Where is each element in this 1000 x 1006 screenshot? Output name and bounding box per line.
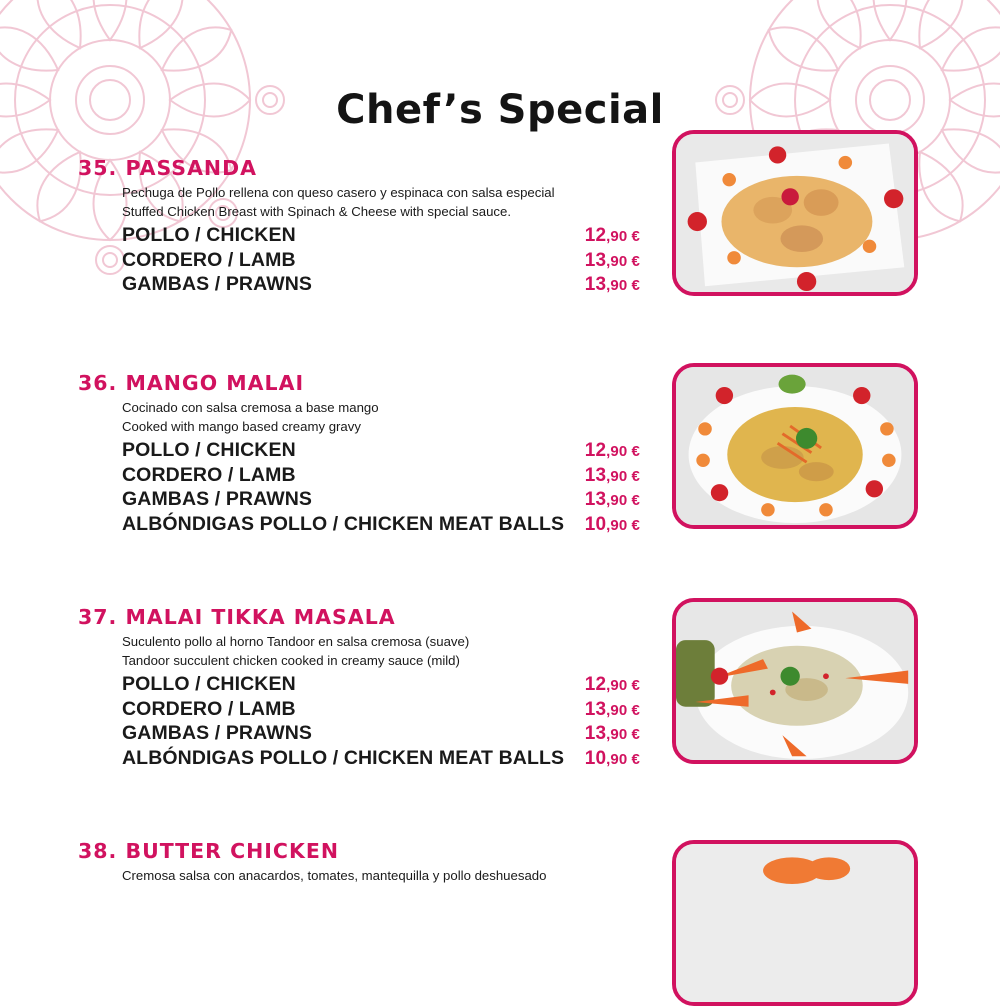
option-name: GAMBAS / PRAWNS [122,273,313,295]
price-list [122,439,640,537]
option-price: 13,90 € [584,274,640,295]
option-price: 12,90 € [584,674,640,695]
price-row [122,439,640,464]
price-row [122,249,640,274]
item-description [122,183,658,221]
menu-item-37 [78,605,658,771]
price-row [122,488,640,513]
price-list [122,673,640,771]
option-price: 12,90 € [584,225,640,246]
option-price: 13,90 € [584,698,640,720]
option-name: CORDERO / LAMB [122,463,296,486]
option-price: 13,90 € [584,489,640,510]
option-name: ALBÓNDIGAS POLLO / CHICKEN MEAT BALLS [122,746,565,769]
description-es: Cremosa salsa con anacardos, tomates, mantequilla y pollo deshuesado [122,868,547,883]
price-row [122,273,640,298]
dish-photo-butter-chicken [672,840,918,1006]
description-es: Pechuga de Pollo rellena con queso casero y espinaca con salsa especial [122,185,555,200]
price-list [122,224,640,298]
price-row [122,464,640,489]
price-row [122,673,640,698]
price-row [122,513,640,538]
page-title: Chef’s Special [336,86,664,133]
item-description [122,632,658,670]
dish-photo-mango-malai [672,363,918,529]
option-name: GAMBAS / PRAWNS [122,722,313,744]
menu-item-38 [78,839,658,885]
dish-photo-passanda [672,130,918,296]
item-title: 36. MANGO MALAI [78,371,305,395]
item-description [122,398,658,436]
menu-item-35 [78,156,658,298]
option-price: 13,90 € [584,249,640,271]
item-description [122,866,658,885]
description-es: Suculento pollo al horno Tandoor en salsa cremosa (suave) [122,634,470,649]
menu-item-36 [78,371,658,537]
option-name: ALBÓNDIGAS POLLO / CHICKEN MEAT BALLS [122,512,565,535]
item-title: 35. PASSANDA [78,156,257,180]
price-row [122,224,640,249]
option-price: 13,90 € [584,464,640,486]
description-en: Cooked with mango based creamy gravy [122,419,361,434]
option-price: 10,90 € [584,747,640,769]
option-name: CORDERO / LAMB [122,697,296,720]
option-price: 13,90 € [584,723,640,744]
price-row [122,722,640,747]
option-name: POLLO / CHICKEN [122,224,296,246]
option-name: POLLO / CHICKEN [122,673,296,695]
item-title: 38. BUTTER CHICKEN [78,839,340,863]
option-name: CORDERO / LAMB [122,248,296,271]
item-title: 37. MALAI TIKKA MASALA [78,605,396,629]
description-es: Cocinado con salsa cremosa a base mango [122,400,379,415]
option-name: GAMBAS / PRAWNS [122,488,313,510]
description-en: Tandoor succulent chicken cooked in creamy sauce (mild) [122,653,460,668]
price-row [122,747,640,772]
description-en: Stuffed Chicken Breast with Spinach & Cheese with special sauce. [122,204,511,219]
option-price: 10,90 € [584,513,640,535]
dish-photo-malai-tikka-masala [672,598,918,764]
price-row [122,698,640,723]
option-price: 12,90 € [584,440,640,461]
option-name: POLLO / CHICKEN [122,439,296,461]
